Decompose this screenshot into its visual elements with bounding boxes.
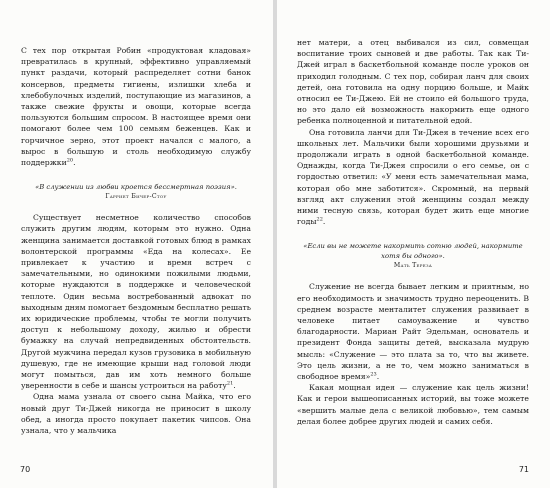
footnote-ref: 22 (316, 216, 323, 223)
right-paragraph-3: Служение не всегда бывает легким и приятным, но его необходимость и значимость трудно переоценить. В среднем возрасте менталитет служения развивает в человеке питает самоуважение и чувство благодарности. Мариан Райт Эдельман, основатель и президент Фонда защиты детей, высказала мудрую мысль: «Служение — это плата за то, что вы живете. Это цель жизни, а не то, чем можно заниматься в свободное время»$^{23}$. (297, 282, 529, 382)
left-paragraph-2: Существует несметное количество способов служить другим людям, которым это нужно. Одна женщина занимается доставкой готовых блюд в рамках волонтерской программы «Еда на колесах». Ее привлекает к участию и время встреч с замечательными, но одинокими пожилыми людьми, которые нуждаются в поддержке и человеческой теплоте. Один весьма востребованный адвокат по выходным дням помогает бездомным бесплатно решать их юридические проблемы, чтобы те могли получить доступ к небольшому доходу, жилью и обрести бумажку на случай непредвиденных обстоятельств. Другой мужчина передал кузов грузовика в мобильную душевую, где не имеющие крыши над головой люди могут помыться, дав им хоть немного больше уверенности в себе и шансы устроиться на работу$^{21}$. (21, 213, 251, 391)
right-page-number: 71 (518, 465, 529, 474)
right-paragraph-1: нет матери, а отец выбивался из сил, совмещая воспитание троих сыновей и две работы. Так как Ти-Джей играл в баскетбольной команде после уроков он приходил голодным. С тех пор, собирая ланч для своих детей, она готовила на одну порцию больше, и Майк относил ее Ти-Джею. Ей не стоило ей большого труда, но это дало ей возможность накормить еще одного ребенка полноценной и питательной едой. (297, 38, 529, 126)
left-quote-author: Гарриет Бичер-Стоу (105, 193, 167, 201)
footnote-ref: 20 (66, 157, 74, 164)
left-page-number: 70 (20, 465, 31, 474)
left-quote-text: «В служении из любви кроется бессмертная поэзия». (35, 183, 237, 192)
right-quote-author: Мать Тереза (393, 262, 433, 270)
footnote-ref: 23 (370, 371, 377, 378)
left-page (0, 0, 273, 488)
left-paragraph-1: С тех пор открытая Робин «продуктовая кладовая» превратилась в крупный, эффективно управляемый пункт раздачи, который распределяет сотни банок консервов, предметы гигиены, излишки хлеба и хлебобулочных изделий, поступающие из магазинов, а также свежие фрукты и овощи, которые всегда пользуются большим спросом. В настоящее время они помогают более чем 100 семьям беженцев. Как и горчичное зерно, этот проект начался с малого, а вырос в большую и столь необходимую службу поддержки$^{20}$. (21, 46, 251, 168)
right-quote-text: «Если вы не можете накормить сотню людей, накормите хотя бы одного». (303, 242, 523, 261)
right-page (277, 0, 550, 488)
right-paragraph-4: Какая мощная идея — служение как цель жизни! Как и герои вышеописанных историй, вы тоже можете «вершить малые дела с великой любовью», тем самым делая более добрее других людей и самих себя. (297, 383, 529, 426)
left-paragraph-3: Одна мама узнала от своего сына Майка, что его новый друг Ти-Джей никогда не приносит в школу обед, а иногда просто покупает пакетик чипсов. Она узнала, что у мальчика (21, 392, 251, 436)
right-paragraph-2: Она готовила ланчи для Ти-Джея в течение всех его школьных лет. Мальчики были хорошими друзьями и продолжали играть в одной баскетбольной команде. Однажды, когда Ти-Джея спросили о его семье, он с гордостью ответил: «У меня есть замечательная мама, которая обо мне заботится». Скромный, на первый взгляд акт служения этой женщины создал между ними тесную связь, которая будет жить еще многие годы$^{22}$. (297, 127, 529, 227)
right-epigraph (297, 241, 529, 269)
left-epigraph (21, 182, 251, 200)
footnote-ref: 21 (226, 380, 234, 387)
